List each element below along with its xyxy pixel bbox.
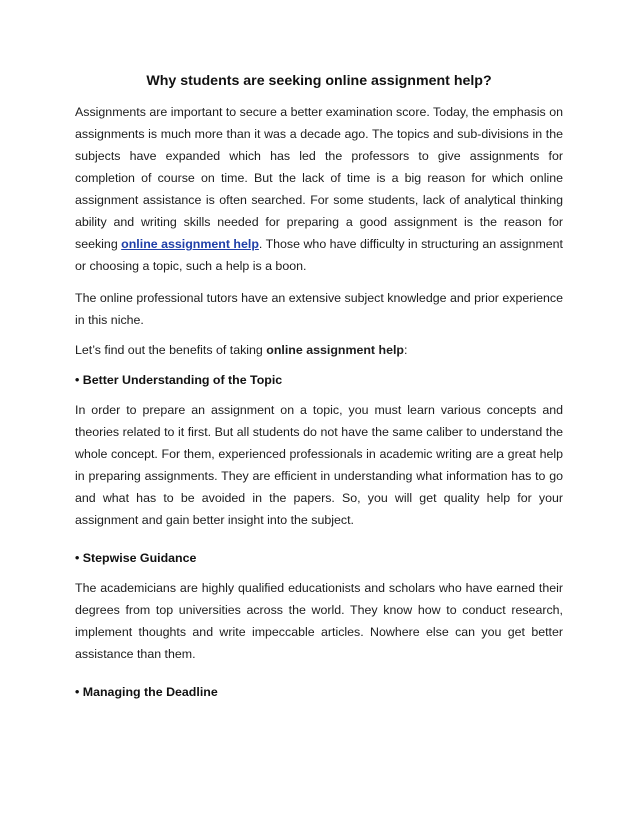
benefits-intro-paragraph xyxy=(75,339,563,361)
section-heading-stepwise: • Stepwise Guidance xyxy=(75,551,197,565)
section-heading-understanding: • Better Understanding of the Topic xyxy=(75,373,283,387)
page-title: Why students are seeking online assignment help? xyxy=(146,73,492,89)
tutors-paragraph: The online professional tutors have an extensive subject knowledge and prior experience in this niche. xyxy=(75,291,563,327)
benefits-intro-colon: : xyxy=(403,343,408,357)
section-body-stepwise: The academicians are highly qualified educationists and scholars who have earned their degrees from top universities across the world. They know how to conduct research, implement thoughts and write impeccable articles. Nowhere else can you get better assistance than them. xyxy=(75,581,563,661)
intro-text-before-link: Assignments are important to secure a better examination score. Today, the emphasis on assignments is much more than it was a decade ago. The topics and sub-divisions in the subjects have expanded which has led the professors to give assignments for completion of course on time. But the lack of time is a big reason for which online assignment assistance is often searched. For some students, lack of analytical thinking ability and writing skills needed for preparing a good assignment is the reason for seeking xyxy=(75,105,563,251)
benefits-intro-text: Let’s find out the benefits of taking xyxy=(75,343,267,357)
document-page xyxy=(75,72,563,711)
intro-paragraph xyxy=(75,101,563,277)
online-assignment-help-link[interactable]: online assignment help xyxy=(121,237,259,251)
benefits-intro-bold: online assignment help xyxy=(266,343,404,357)
section-heading-deadline: • Managing the Deadline xyxy=(75,685,218,699)
section-body-understanding: In order to prepare an assignment on a topic, you must learn various concepts and theories related to it first. But all students do not have the same caliber to understand the whole concept. For them, experienced professionals in academic writing are a great help in preparing assignments. They are efficient in understanding what information has to go and what has to be avoided in the papers. So, you will get quality help for your assignment and gain better insight into the subject. xyxy=(75,403,563,527)
intro-text-after-link: . Those who have difficulty in structuring an assignment or choosing a topic, such a help is a boon. xyxy=(75,237,563,273)
